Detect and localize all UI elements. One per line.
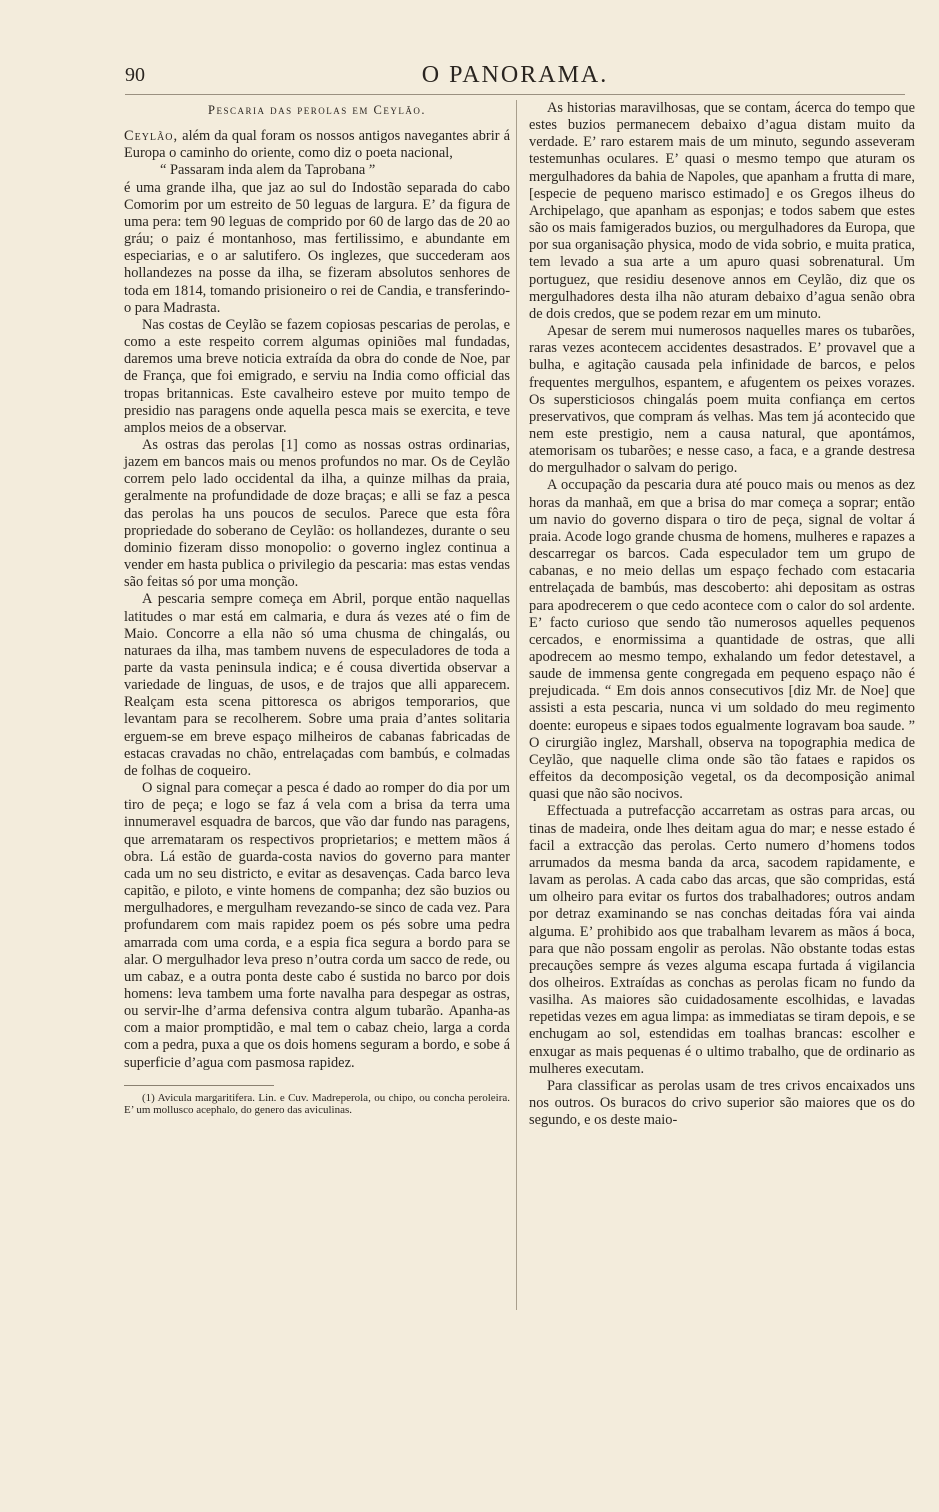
paragraph-island: é uma grande ilha, que jaz ao sul do Indostão separada do cabo Comorim por um estreito de 50 leguas de largura. E’ da figura de uma pera: tem 90 leguas de comprido por 60 de largo das de 20 ao gráu; o paiz é montanhoso, mas fertilissimo, e abundante em especiarias, e o ar salutifero. Os inglezes, que succederam aos hollandezes na posse da ilha, se fizeram absolutos senhores de toda em 1814, tomando prisioneiro o rei de Candia, e transferindo-o para Madrasta. <box>124 179 510 316</box>
left-column <box>124 100 510 1117</box>
paragraph-fisheries: Nas costas de Ceylão se fazem copiosas pescarias de perolas, e como a este respeito correm algumas opiniões mal fundadas, daremos uma breve noticia extraída da obra do conde de Noe, par de França, que foi emigrado, e serviu na India como official das tropas britannicas. Este cavalheiro esteve por muito tempo de presidio nas paragens onde aquella pesca mais se exercita, e teve amplos meios de a observar. <box>124 316 510 436</box>
right-column <box>529 100 915 1129</box>
paragraph-diving-time: As historias maravilhosas, que se contam, ácerca do tempo que estes buzios permanecem debaixo d’agua distam muito da verdade. E’ raro estarem mais de um minuto, segundo asseveram testemunhas oculares. E’ quasi o mesmo tempo que aturam os mergulhadores da bahia de Napoles, que apanham a frutta di mare, [especie de pequeno marisco estimado] e os Gregos ilheus do Archipelago, que apanham as esponjas; e todos sabem que estes são os mais famigerados buzios, ou mergulhadores da Europa, que por sua organisação physica, modo de vida sobrio, e muita pratica, tem levado a sua arte a um apuro quasi sobrenatural. Um portuguez, que residiu desenove annos em Ceylão, diz que os mergulhadores desta ilha não aturam debaixo d’agua senão obra de dois credos, que se podem rezar em um minuto. <box>529 100 915 322</box>
paragraph-sieves: Para classificar as perolas usam de tres crivos encaixados uns nos outros. Os buracos do crivo superior são maiores que os do segundo, e os deste maio- <box>529 1077 915 1129</box>
paragraph-divers: O signal para começar a pesca é dado ao romper do dia por um tiro de peça; e logo se faz á vela com a brisa da terra uma innumeravel esquadra de barcos, que vão dar fundo nas paragens, que arremataram os respectivos proprietarios; e mettem mãos á obra. Lá estão de guarda-costa navios do governo para manter cada um no seu districto, e evitar as desavenças. Cada barco leva capitão, e piloto, e vinte homens de companha; dez são buzios ou mergulhadores, e mergulham revezando-se sinco de cada vez. Para profundarem com mais rapidez poem os pés sobre uma pedra amarrada com uma corda, e a espia fica segura a bordo para se alar. O mergulhador leva preso n’outra corda um sacco de rede, ou um cabaz, e a outra ponta deste cabo é sustida no barco por dois homens: leva tambem uma forte navalha para despegar as ostras, ou servir-lhe d’arma defensiva contra algum tubarão. Apanha-as com a maior promptidão, e mal tem o cabaz cheio, larga a corda com a pedra, puxa a que os dois homens seguram a bordo, e sobe á superficie d’agua com pasmosa rapidez. <box>124 780 510 1071</box>
paragraph-oysters: As ostras das perolas [1] como as nossas ostras ordinarias, jazem em bancos mais ou menos profundos no mar. Os de Ceylão correm pelo lado occidental da ilha, a quinze milhas da praia, geralmente na profundidade de doze braças; e alli se faz a pesca das perolas ha uns poucos de seculos. Parece que esta fôra propriedade do soberano de Ceylão: os hollandezes, durante o seu dominio fizeram disso monopolio: o governo inglez continua a vender em hasta publica o privilegio da pescaria: mas estas vendas são feitas só por uma monção. <box>124 436 510 591</box>
verse-quote: “ Passaram inda alem da Taprobana ” <box>160 162 376 179</box>
publication-title: O PANORAMA. <box>421 62 609 88</box>
paragraph-return: A occupação da pescaria dura até pouco mais ou menos as dez horas da manhaã, em que a brisa do mar começa a soprar; então um navio do governo dispara o tiro de peça, signal de voltar á praia. Acode logo grande chusma de homens, mulheres e rapazes a descarregar os barcos. Cada especulador tem um grupo de cabanas, e no meio dellas um espaço fechado com estacaria entrelaçada de bambús, mas descoberto: ahi depositam as ostras para apodrecerem o que cedo acontece com o calor do sol ardente. E’ facto curioso que sendo tão numerosos aquelles pequenos cercados, e enormissima a quantidade de ostras, que alli apodrecem ao mesmo tempo, exhalando um fedor detestavel, a saude de immensa gente congregada em pequeno espaço não é prejudicada. “ Em dois annos consecutivos [diz Mr. de Noe] que assisti a esta pescaria, nunca vi um soldado do meu regimento doente: europeus e sipaes todos egualmente logravam boa saude. ” O cirurgião inglez, Marshall, observa na topographia medica de Ceylão, que naquelle clima onde são tão fataes e rapidos os effeitos da decomposição vegetal, os da decomposição animal quasi que não são nocivos. <box>529 477 915 803</box>
page-header <box>125 60 905 95</box>
article-heading: Pescaria das perolas em Ceylão. <box>208 103 426 117</box>
opening-paragraph <box>124 128 510 162</box>
page-number: 90 <box>125 64 145 86</box>
footnote-rule <box>124 1085 274 1086</box>
paragraph-extraction: Effectuada a putrefacção accarretam as ostras para arcas, ou tinas de madeira, onde lhes deitam agua do mar; e nesse estado é facil a extracção das perolas. Certo numero d’homens todos arrumados da mesma banda da arca, sacodem rapidamente, e lavam as perolas. A cada cabo das arcas, que são compridas, está um olheiro para evitar os furtos dos trabalhadores; outros andam por detraz examinando se nas conchas deitadas fóra vai ainda alguma. E’ prohibido aos que trabalham levarem as mãos á boca, para que não possam engolir as perolas. Não obstante todas estas precauções sempre ás vezes alguma escapa furtada á vigilancia dos olheiros. Extraídas as conchas as perolas ficam no fundo da vasilha. As maiores são cuidadosamente escolhidas, e lavadas repetidas vezes em agua limpa: as immediatas se tiram depois, e se enchugam ao sol, estendidas em toalhas brancas: escolher e enxugar as mais pequenas é o ultimo trabalho, que de ordinario as mulheres executam. <box>529 803 915 1077</box>
paragraph-season: A pescaria sempre começa em Abril, porque então naquellas latitudes o mar está em calmaria, e dura ás vezes até o fim de Maio. Concorre a ella não só uma chusma de chingalás, ou naturaes da ilha, mas tambem nuvens de especuladores de toda a parte da vasta peninsula indica; e é cousa divertida observar a variedade de linguas, de usos, e de trajos que alli apparecem. Realçam esta scena pittoresca os abrigos temporarios, que levantam para se recolherem. Sobre uma praia d’antes solitaria erguem-se em breve espaço milheiros de cabanas fabricadas de estacas cravadas no chão, entrelaçadas com bambús, e colmadas de folhas de coqueiro. <box>124 591 510 779</box>
footnote: (1) Avicula margaritifera. Lin. e Cuv. Madreperola, ou chipo, ou concha peroleira. E’ um mollusco acephalo, do genero das aviculinas. <box>124 1091 510 1117</box>
paragraph-sharks: Apesar de serem mui numerosos naquelles mares os tubarões, raras vezes acontecem accidentes desastrados. E’ provavel que a bulha, e agitação causada pela infinidade de barcos, e pelos frequentes mergulhos, espantem, e afugentem os peixes vorazes. Os supersticiosos chingalás poem muita confiança em certos preservativos, que compram ás velhas. Mas tem já acontecido que nem este prestigio, nem a causa natural, que apontámos, atemorisam os tubarões; e nesse caso, a faca, e a grande destresa do mergulhador o salvam do perigo. <box>529 323 915 477</box>
column-rule <box>516 100 517 1310</box>
opening-text: além da qual foram os nossos antigos navegantes abrir á Europa o caminho do oriente, como diz o poeta nacional, <box>124 128 510 162</box>
opening-word: Ceylão, <box>124 128 179 145</box>
